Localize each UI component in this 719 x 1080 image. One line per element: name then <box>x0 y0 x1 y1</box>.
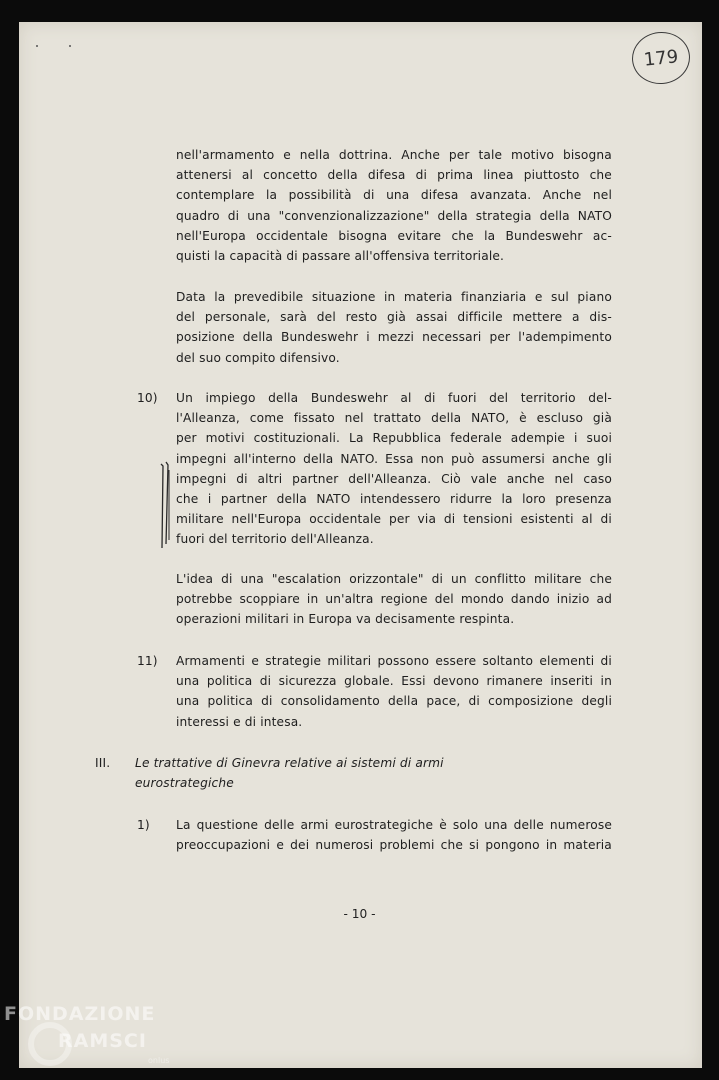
text-line: attenersi al concetto della difesa di prima linea piuttosto che <box>176 168 612 183</box>
text-line: contemplare la possibilità di una difesa avanzata. Anche nel <box>176 188 612 203</box>
text-line: L'idea di una "escalation orizzontale" di un conflitto militare che <box>176 572 612 586</box>
text-line: nell'Europa occidentale bisogna evitare che la Bundeswehr ac- <box>176 228 612 243</box>
page-number: - 10 - <box>343 907 376 921</box>
item-number-10: 10) <box>137 391 158 405</box>
text-line: Un impiego della Bundeswehr al di fuori del territorio del- <box>176 391 612 405</box>
text-line: fuori del territorio dell'Alleanza. <box>176 532 374 547</box>
text-line: che i partner della NATO intendessero ridurre la loro presenza <box>176 492 612 507</box>
text-line: quisti la capacità di passare all'offensiva territoriale. <box>176 249 505 264</box>
text-line: l'Alleanza, come fissato nel trattato della NATO, è escluso già <box>176 411 612 426</box>
text-line: del personale, sarà del resto già assai difficile mettere a dis- <box>176 310 612 325</box>
paragraph-escalation <box>176 569 612 630</box>
text-line: Armamenti e strategie militari possono essere soltanto elementi di <box>176 654 612 668</box>
section-title <box>135 753 555 793</box>
item-number-1: 1) <box>137 818 150 832</box>
paragraph-1-geneva <box>176 815 612 855</box>
section-number: III. <box>95 756 111 770</box>
text-line: Data la prevedibile situazione in materia finanziaria e sul piano <box>176 290 612 304</box>
text-line: posizione della Bundeswehr i mezzi necessari per l'adempimento <box>176 330 612 345</box>
punch-hole <box>69 45 71 47</box>
text-line: una politica di sicurezza globale. Essi devono rimanere inseriti in <box>176 674 612 689</box>
text-line: potrebbe scoppiare in un'altra regione del mondo dando inizio ad <box>176 592 612 607</box>
text-line: La questione delle armi eurostrategiche è solo una delle numerose <box>176 818 612 832</box>
text-line: preoccupazioni e dei numerosi problemi che si pongono in materia <box>176 838 612 853</box>
text-line: impegni all'interno della NATO. Essa non può assumersi anche gli <box>176 451 612 466</box>
item-number-11: 11) <box>137 654 158 668</box>
paragraph-1 <box>176 145 612 266</box>
watermark-small: onlus <box>148 1056 170 1065</box>
watermark-line-1: FONDAZIONE <box>4 1003 156 1025</box>
text-line: Le trattative di Ginevra relative ai sistemi di armi <box>135 756 444 770</box>
punch-hole <box>36 45 38 47</box>
handwritten-margin-mark <box>158 460 174 552</box>
watermark-line-2: RAMSCI <box>58 1030 147 1052</box>
text-line: eurostrategiche <box>135 776 234 791</box>
text-line: operazioni militari in Europa va decisamente respinta. <box>176 612 515 627</box>
text-line: nell'armamento e nella dottrina. Anche per tale motivo bisogna <box>176 148 612 162</box>
text-line: quadro di una "convenzionalizzazione" della strategia della NATO <box>176 208 612 223</box>
text-line: una politica di consolidamento della pace, di composizione degli <box>176 694 612 709</box>
paragraph-2 <box>176 287 612 368</box>
text-line: impegni di altri partner dell'Alleanza. Ciò vale anche nel caso <box>176 471 612 486</box>
text-line: interessi e di intesa. <box>176 714 303 729</box>
archive-page-stamp: 179 <box>629 29 692 87</box>
text-line: per motivi costituzionali. La Repubblica federale adempie i suoi <box>176 431 612 446</box>
paragraph-10 <box>176 388 612 550</box>
text-line: militare nell'Europa occidentale per via di tensioni esistenti al di <box>176 512 612 527</box>
text-line: del suo compito difensivo. <box>176 350 340 365</box>
paragraph-11 <box>176 651 612 732</box>
